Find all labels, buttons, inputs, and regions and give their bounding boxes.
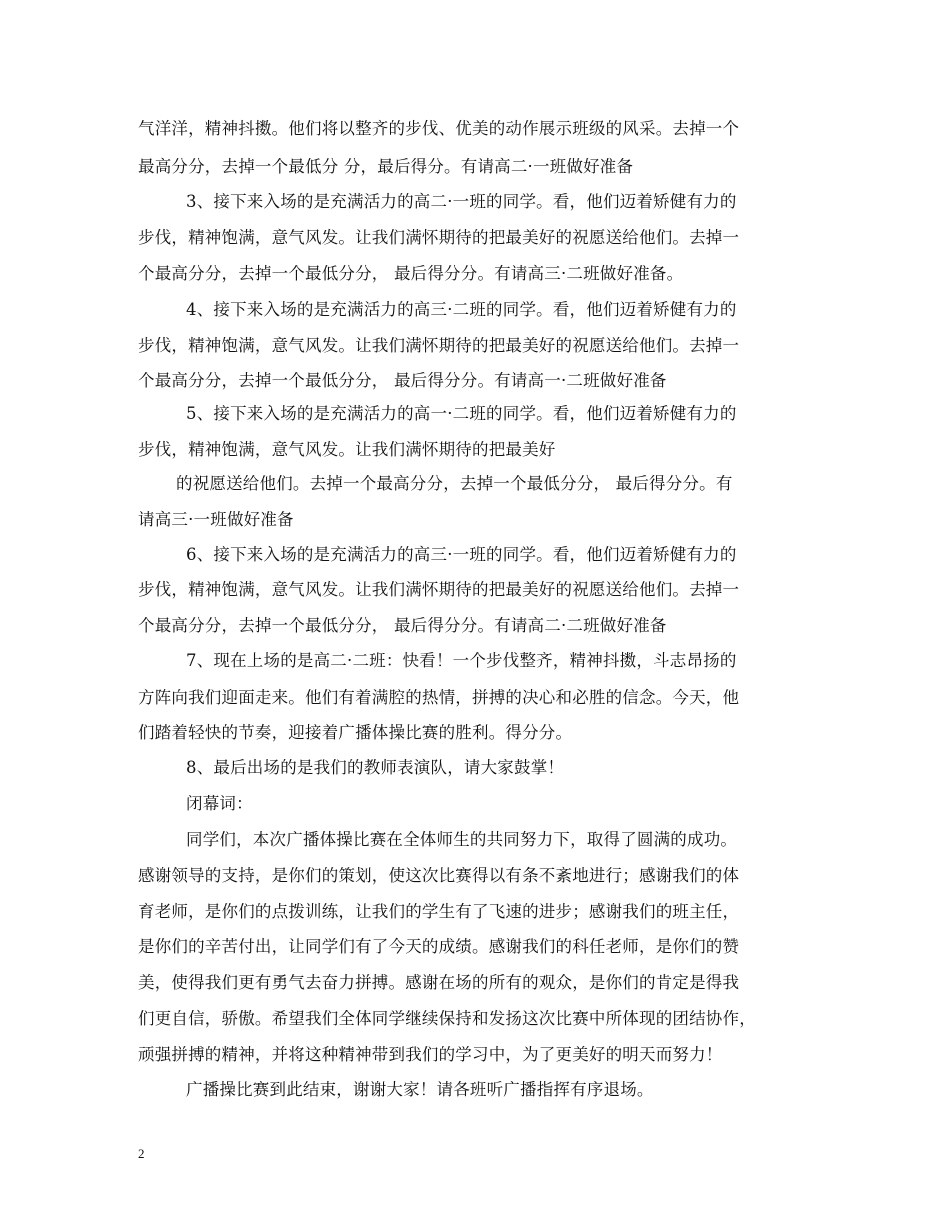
- text-line-28: 广播操比赛到此结束，谢谢大家！请各班听广播指挥有序退场。: [186, 1080, 654, 1099]
- text-line-15: 个最高分分，去掉一个最低分分， 最后得分分。有请高二·二班做好准备: [138, 616, 667, 635]
- text-line-5: 个最高分分，去掉一个最低分分， 最后得分分。有请高三·二班做好准备。: [138, 264, 684, 283]
- page-number: 2: [138, 1146, 145, 1161]
- text-line-3: 3、接下来入场的是充满活力的高二·一班的同学。看，他们迈着矫健有力的: [186, 192, 737, 211]
- text-line-9: 5、接下来入场的是充满活力的高一·二班的同学。看，他们迈着矫健有力的: [186, 404, 737, 423]
- text-line-14: 步伐，精神饱满，意气风发。让我们满怀期待的把最美好的祝愿送给他们。去掉一: [138, 580, 740, 599]
- text-line-25: 美，使得我们更有勇气去奋力拼搏。感谢在场的所有的观众，是你们的肯定是得我: [138, 973, 740, 992]
- text-line-8: 个最高分分，去掉一个最低分分， 最后得分分。有请高一·二班做好准备: [138, 371, 667, 390]
- text-line-11: 的祝愿送给他们。去掉一个最高分分，去掉一个最低分分， 最后得分分。有: [176, 474, 733, 493]
- text-line-6: 4、接下来入场的是充满活力的高三·二班的同学。看，他们迈着矫健有力的: [186, 300, 737, 319]
- text-line-18: 们踏着轻快的节奏，迎接着广播体操比赛的胜利。得分分。: [138, 723, 573, 742]
- text-line-19: 8、最后出场的是我们的教师表演队，请大家鼓掌！: [186, 758, 565, 777]
- text-line-13: 6、接下来入场的是充满活力的高三·一班的同学。看，他们迈着矫健有力的: [186, 545, 737, 564]
- text-line-12: 请高三·一班做好准备: [138, 510, 294, 529]
- text-line-23: 育老师，是你们的点拨训练，让我们的学生有了飞速的进步；感谢我们的班主任，: [138, 902, 740, 921]
- text-line-16: 7、现在上场的是高二·二班：快看！一个步伐整齐，精神抖擞，斗志昂扬的: [186, 651, 737, 670]
- text-line-22: 感谢领导的支持，是你们的策划，使这次比赛得以有条不紊地进行；感谢我们的体: [138, 866, 740, 885]
- text-line-26: 们更自信，骄傲。希望我们全体同学继续保持和发扬这次比赛中所体现的团结协作，: [138, 1009, 756, 1028]
- text-line-4: 步伐，精神饱满，意气风发。让我们满怀期待的把最美好的祝愿送给他们。去掉一: [138, 228, 740, 247]
- text-line-7: 步伐，精神饱满，意气风发。让我们满怀期待的把最美好的祝愿送给他们。去掉一: [138, 336, 740, 355]
- text-line-10: 步伐，精神饱满，意气风发。让我们满怀期待的把最美好: [138, 440, 556, 459]
- text-line-27: 顽强拼搏的精神，并将这种精神带到我们的学习中，为了更美好的明天而努力！: [138, 1045, 723, 1064]
- text-line-17: 方阵向我们迎面走来。他们有着满腔的热情，拼搏的决心和必胜的信念。今天，他: [138, 688, 740, 707]
- text-line-20: 闭幕词：: [186, 794, 253, 813]
- text-line-1: 气洋洋，精神抖擞。他们将以整齐的步伐、优美的动作展示班级的风采。去掉一个: [138, 119, 740, 138]
- text-line-24: 是你们的辛苦付出，让同学们有了今天的成绩。感谢我们的科任老师，是你们的赞: [138, 937, 740, 956]
- text-line-21: 同学们，本次广播体操比赛在全体师生的共同努力下，取得了圆满的成功。: [186, 830, 738, 849]
- text-line-2: 最高分分，去掉一个最低分 分，最后得分。有请高二·一班做好准备: [138, 157, 634, 176]
